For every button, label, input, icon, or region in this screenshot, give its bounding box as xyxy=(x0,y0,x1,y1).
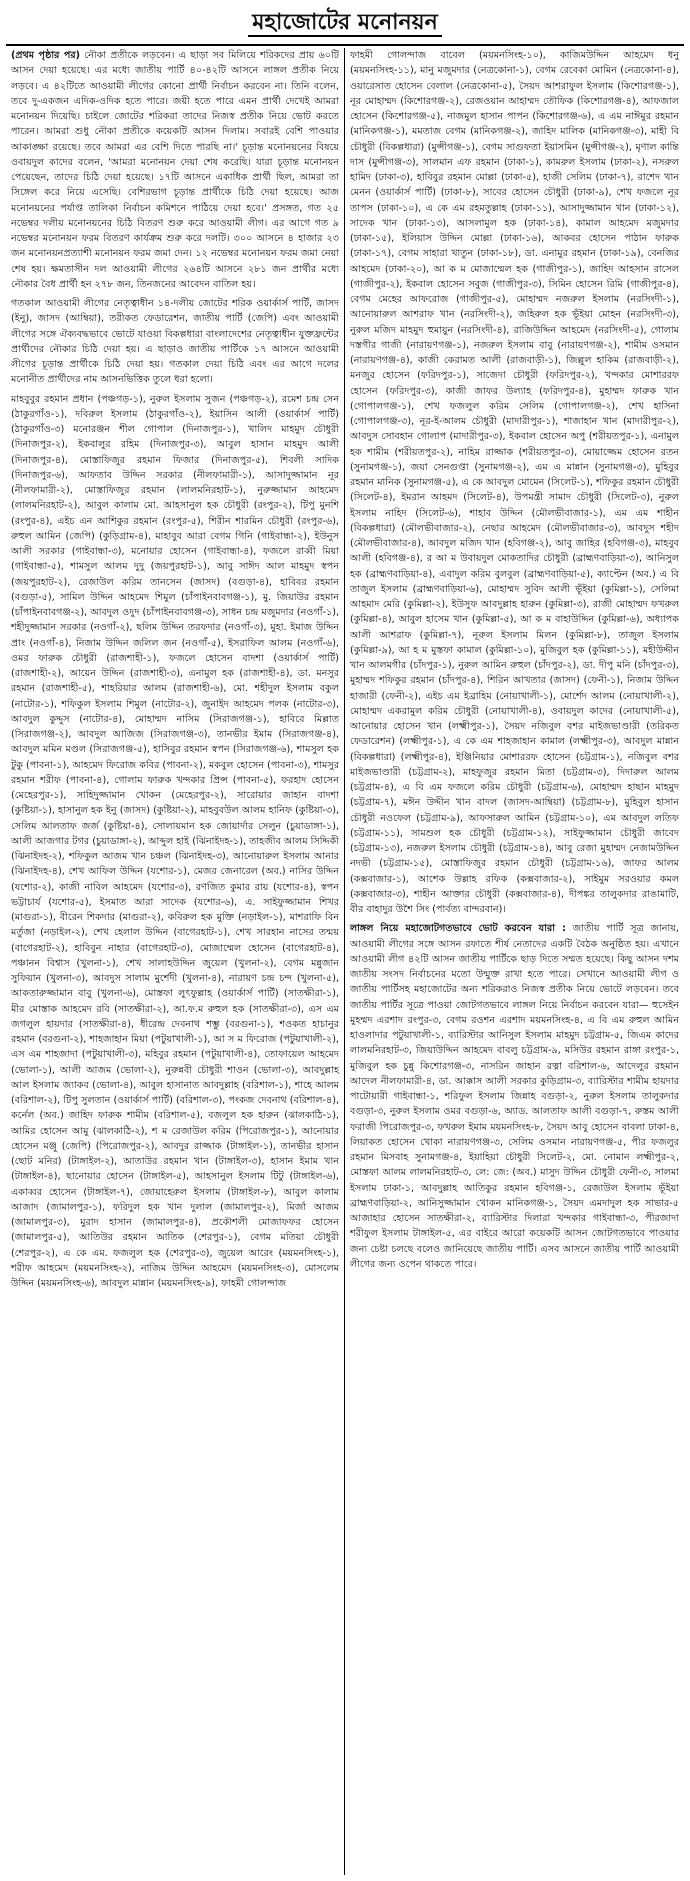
jatiya-party-text: জাতীয় পার্টি সূত্র জানায়, আওয়ামী লীগের সঙ্গে আসন রফাতে শীর্ষ নেতাদের একটি বৈঠক অনুষ্ঠিত হয়। এখানে আওয়ামী লীগ ৪২টি আসন জাতীয় পার্টিকে ছাড় দিতে সম্মত হয়েছে। কিছু আসন দশম জাতীয় সংসদ নির্বাচনের মতো উন্মুক্ত রাখা হতে পারে। সেখানে আওয়ামী লীগ ও জাতীয় পার্টিসহ মহাজোটের অন্য শরিকরাও নিজস্ব প্রতীক নিয়ে ভোটে লড়বেন। তবে জাতীয় পার্টির সূত্রে পাওয়া জোটগতভাবে লাঙ্গল নিয়ে নির্বাচন করবেন যারা— হুসেইন মুহম্মদ এরশাদ রংপুর-৩, বেগম রওশন এরশাদ ময়মনসিংহ-৪, এ বি এম রুহুল আমিন হাওলাদার পটুয়াখালী-১, ব্যারিস্টার আনিসুল ইসলাম মাহমুদ চট্টগ্রাম-৫, জিএম কাদের লালমনিরহাট-৩, জিয়াউদ্দিন আহমেদ বাবলু চট্টগ্রাম-৯, মসিউর রহমান রাঙ্গা রংপুর-১, মুজিবুল হক চুন্নু কিশোরগঞ্জ-৩, নাসরিন জাহান রত্না বরিশাল-৬, আদেলুর রহমান আদেল নীলফামারী-৪, ডা. আক্কাস আলী সরকার কুড়িগ্রাম-৩, ব্যারিস্টার শামীম হায়দার পাটোয়ারী গাইবান্ধা-১, শরিফুল ইসলাম জিন্নাহ বগুড়া-২, নুরুল ইসলাম তালুকদার বগুড়া-৩, নুরুল ইসলাম ওমর বগুড়া-৬, অ্যাড. আলতাফ আলী বগুড়া-৭, রুস্তম আলী ফরাজী পিরোজপুর-৩, ফখরুল ইমাম ময়মনসিংহ-৮, সৈয়দ আবু হোসেন বাবলা ঢাকা-৪, লিয়াকত হোসেন খোকা নারায়ণগঞ্জ-৩, সেলিম ওসমান নারায়ণগঞ্জ-৫, পীর ফজলুর রহমান মিসবাহ সুনামগঞ্জ-৪, ইয়াহিয়া চৌধুরী সিলেট-২, মো. নোমান লক্ষ্মীপুর-২, মোস্তফা আলম লালমনিরহাট-৩, লে: জে: (অব.) মাসুদ উদ্দিন চৌধুরী ফেনী-৩, সালমা ইসলাম ঢাকা-১, আবদুল্লাহ আতিকুর রহমান হবিগঞ্জ-১, রেজাউল ইসলাম ভূঁইয়া ব্রাহ্মণবাড়িয়া-২, আনিসুজ্জামান খোকন মানিকগঞ্জ-১, সৈয়দ এমদাদুল হক সাভার-৫ আজাহার হোসেন সাতক্ষীরা-২, ব্যারিস্টার দিলারা খন্দকার গাইবান্ধা-৩, পীরজাদা শরীফুল ইসলাম টাঙ্গাইল-৫, এর বাইরে আরো কয়েকটি আসন জোটগতভাবে পাওয়ার জন্য চেষ্টা চলছে বলেও জানিয়েছে জাতীয় পার্টি। এসব আসনে জাতীয় পার্টি আওয়ামী লীগের জন্য ওপেন থাকতে পারে। xyxy=(350,923,679,1270)
headline-rule xyxy=(6,44,684,46)
headline xyxy=(0,6,690,40)
article-columns xyxy=(6,48,684,1875)
headline-text: মহাজোটের মনোনয়ন xyxy=(248,10,441,37)
jatiya-party-paragraph xyxy=(350,921,679,1272)
subhead: লাঙ্গল নিয়ে মহাজোটগতভাবে ভোট করবেন যারা : xyxy=(350,923,566,935)
left-column xyxy=(6,48,345,1875)
intro-paragraph xyxy=(11,48,339,292)
candidate-list-right: ফাহমী গোলন্দাজ বাবেল (ময়মনসিংহ-১০), কাজিমউদ্দিন আহমেদ ধনু (ময়মনসিংহ-১১), মানু মজুমদার (নেত্রকোনা-১), বেগম রেবেকা মোমিন (নেত্রকোনা-৪), ওয়ারেসাত হোসেন বেলাল (নেত্রকোনা-৫), সৈয়দ আশরাফুল ইসলাম (কিশোরগঞ্জ-১), নূর মোহাম্মদ (কিশোরগঞ্জ-২), রেজওয়ান আহাম্মদ তৌফিক (কিশোরগঞ্জ-৪), আফজাল হোসেন (কিশোরগঞ্জ-৫), নাজমুল হাসান পাপন (কিশোরগঞ্জ-৬), এ এম নাঈমুর রহমান (মানিকগঞ্জ-১), মমতাজ বেগম (মানিকগঞ্জ-২), জাহিদ মালিক (মানিকগঞ্জ-৩), মাহী বি চৌধুরী (বিকল্পধারা) (মুন্সীগঞ্জ-১), বেগম সাগুফতা ইয়াসমিন (মুন্সীগঞ্জ-২), মৃণাল কান্তি দাস (মুন্সীগঞ্জ-৩), সালমান এফ রহমান (ঢাকা-১), কামরুল ইসলাম (ঢাকা-২), নসরুল হামিদ (ঢাকা-৩), হাবিবুর রহমান মোল্লা (ঢাকা-৫), হাজী সেলিম (ঢাকা-৭), রাশেদ খান মেনন (ওয়ার্কার্স পার্টি) (ঢাকা-৮), সাবের হোসেন চৌধুরী (ঢাকা-৯), শেখ ফজলে নূর তাপস (ঢাকা-১০), এ কে এম রহমতুল্লাহ (ঢাকা-১১), আসাদুজ্জামান খান (ঢাকা-১২), সাদেক খান (ঢাকা-১৩), আসলামুল হক (ঢাকা-১৪), কামাল আহমেদ মজুমদার (ঢাকা-১৫), ইলিয়াস উদ্দিন মোল্লা (ঢাকা-১৬), আকবর হোসেন পাঠান ফারুক (ঢাকা-১৭), বেগম সাহারা খাতুন (ঢাকা-১৮), ডা. এনামুর রহমান (ঢাকা-১৯), বেনজির আহমেদ (ঢাকা-২০), আ ক ম মোজাম্মেল হক (গাজীপুর-১), জাহিদ আহসান রাসেল (গাজীপুর-২), ইকবাল হোসেন সবুজ (গাজীপুর-৩), সিমিন হোসেন রিমি (গাজীপুর-৪), বেগম মেহের আফরোজ (গাজীপুর-৫), মোহাম্মদ নজরুল ইসলাম (নরসিংদী-১), আনোয়ারুল আশরাফ খান (নরসিংদী-২), জহিরুল হক ভূঁইয়া মোহন (নরসিংদী-৩), নুরুল মজিদ মাহমুদ হুমায়ুন (নরসিংদী-৪), রাজিউদ্দিন আহমেদ (নরসিংদী-৫), গোলাম দস্তগীর গাজী (নারায়ণগঞ্জ-১), নজরুল ইসলাম বাবু (নারায়ণগঞ্জ-২), শামীম ওসমান (নারায়ণগঞ্জ-৪), কাজী কেরামত আলী (রাজবাড়ী-১), জিল্লুল হাকিম (রাজবাড়ী-২), মনজুর হোসেন (ফরিদপুর-১), সাজেদা চৌধুরী (ফরিদপুর-২), খন্দকার মোশাররফ হোসেন (ফরিদপুর-৩), কাজী জাফর উল্যাহ (ফরিদপুর-৪), মুহাম্মদ ফারুক খান (গোপালগঞ্জ-১), শেখ ফজলুল করিম সেলিম (গোপালগঞ্জ-২), শেখ হাসিনা (গোপালগঞ্জ-৩), নূর-ই-আলম চৌধুরী (মাদারীপুর-১), শাজাহান খান (মাদারীপুর-২), আবদুস সোবহান গোলাপ (মাদারীপুর-৩), ইকবাল হোসেন অপু (শরীয়তপুর-১), এনামুল হক শামীম (শরীয়তপুর-২), নাহিম রাজ্জাক (শরীয়তপুর-৩), মোয়াজ্জেম হোসেন রতন (সুনামগঞ্জ-১), জয়া সেনগুপ্তা (সুনামগঞ্জ-২), এম এ মান্নান (সুনামগঞ্জ-৩), মুহিবুর রহমান মানিক (সুনামগঞ্জ-৫), এ কে আবদুল মোমেন (সিলেট-১), শফিকুর রহমান চৌধুরী (সিলেট-৪), ইমরান আহমদ (সিলেট-৪), উপমন্ত্রী সামাদ চৌধুরী (সিলেট-৩), নুরুল ইসলাম নাহিদ (সিলেট-৬), শাহাব উদ্দিন (মৌলভীবাজার-১), এম এম শাহীন (বিকল্পধারা) (মৌলভীবাজার-২), নেছার আহমেদ (মৌলভীবাজার-৩), আবদুস শহীদ (মৌলভীবাজার-৪), আবদুল মজিদ খান (হবিগঞ্জ-২), আবু জাহির (হবিগঞ্জ-৩), মাহবুব আলী (হবিগঞ্জ-৪), র আ ম উবায়দুল মোকতাদির চৌধুরী (ব্রাহ্মণবাড়িয়া-৩), আনিসুল হক (ব্রাহ্মণবাড়িয়া-৪), এবাদুল করিম বুলবুল (ব্রাহ্মণবাড়িয়া-৫), ক্যাপ্টেন (অব.) এ বি তাজুল ইসলাম (ব্রাহ্মণবাড়িয়া-৬), মোহাম্মদ সুবিদ আলী ভূঁইয়া (কুমিল্লা-১), সেলিমা আহমাদ মেরি (কুমিল্লা-২), ইউসুফ আবদুল্লাহ হারুন (কুমিল্লা-৩), রাজী মোহাম্মদ ফখরুল (কুমিল্লা-৪), আবুল হাসেম খান (কুমিল্লা-৫), আ ক ম বাহাউদ্দিন (কুমিল্লা-৬), অধ্যাপক আলী আশরাফ (কুমিল্লা-৭), নূরুল ইসলাম মিলন (কুমিল্লা-৮), তাজুল ইসলাম (কুমিল্লা-৯), আ হ ম মুস্তফা কামাল (কুমিল্লা-১০), মুজিবুল হক (কুমিল্লা-১১), মহীউদ্দীন খান আলমগীর (চাঁদপুর-১), নুরুল আমিন রুহুল (চাঁদপুর-২), ডা. দীপু মনি (চাঁদপুর-৩), মুহাম্মদ শফিকুর রহমান (চাঁদপুর-৪), শিরিন আখতার (জাসদ) (ফেনী-১), নিজাম উদ্দিন হাজারী (ফেনী-২), এইচ এম ইব্রাহিম (নোয়াখালী-১), মোর্শেদ আলম (নোয়াখালী-২), মোহাম্মদ একরামুল করিম চৌধুরী (নোয়াখালী-৪), ওবায়দুল কাদের (নোয়াখালী-৫), আনোয়ার হোসেন খান (লক্ষ্মীপুর-১), সৈয়দ নজিবুল বশর মাইজভাণ্ডারী (তরিকত ফেডারেশন) (লক্ষ্মীপুর-১), এ কে এম শাহজাহান কামাল (লক্ষ্মীপুর-৩), আবদুল মান্নান (বিকল্পধারা) (লক্ষ্মীপুর-৪), ইঞ্জিনিয়ার মোশাররফ হোসেন (চট্টগ্রাম-১), নজিবুল বশর মাইজভাণ্ডারী (চট্টগ্রাম-২), মাহফুজুর রহমান মিতা (চট্টগ্রাম-৩), দিদারুল আলম (চট্টগ্রাম-৪), এ বি এম ফজলে করিম চৌধুরী (চট্টগ্রাম-৬), মোহাম্মদ হাছান মাহমুদ (চট্টগ্রাম-৭), মঈন উদ্দীন খান বাদল (জাসদ-আম্বিয়া) (চট্টগ্রাম-৮), মুহিবুল হাসান চৌধুরী নওফেল (চট্টগ্রাম-৯), আফসারুল আমিন (চট্টগ্রাম-১০), এম আবদুল লতিফ (চট্টগ্রাম-১১), সামশুল হক চৌধুরী (চট্টগ্রাম-১২), সাইফুজ্জামান চৌধুরী জাবেদ (চট্টগ্রাম-১৩), নজরুল ইসলাম চৌধুরী (চট্টগ্রাম-১৪), আবু রেজা মুহাম্মদ নেজামউদ্দিন নদভী (চট্টগ্রাম-১৫), মোস্তাফিজুর রহমান চৌধুরী (চট্টগ্রাম-১৬), জাফর আলম (কক্সবাজার-১), আশেক উল্লাহ রফিক (কক্সবাজার-২), সাইমুম সরওয়ার কমল (কক্সবাজার-৩), শাহীন আক্তার চৌধুরী (কক্সবাজার-৪), দীপঙ্কর তালুকদার রাঙামাটি, বীর বাহাদুর উশৈ সিং (পার্বত্য বান্দরবান)। xyxy=(350,50,679,915)
intro-lead: (প্রথম পৃষ্ঠার পর) xyxy=(11,50,81,61)
intro-text: নৌকা প্রতীকে লড়বেন। এ ছাড়া সব মিলিয়ে শরিকদের প্রায় ৬০টি আসন দেয়া হয়েছে। এর মধ্যে জাতীয় পার্টি ৪০-৪২টি আসনে লাঙ্গল প্রতীক নিয়ে লড়বে। এ ৪২টিতে আওয়ামী লীগের কোনো প্রার্থী নির্বাচন করবেন না। তিনি বলেন, তবে দু-একজন এদিক-ওদিক হতে পারে। জয়ী হতে পারে এমন প্রার্থী দেখেই আমরা মনোনয়ন দিয়েছি। চাইলে জোটের শরিকরা তাদের নিজস্ব প্রতীক নিয়ে ভোট করতে পারেন। আমরা শুধু নৌকা প্রতীকে কয়েকটি আসন দিলাম। সবারই বেশি পাওয়ার আকাঙ্ক্ষা রয়েছে। তবে আমরা এর বেশি দিতে পারছি না।' চূড়ান্ত মনোনয়নের বিষয়ে ওবায়দুল কাদের বলেন, 'আমরা মনোনয়ন দেয়া শেষ করেছি। যারা চূড়ান্ত মনোনয়ন পেয়েছেন, তাদের চিঠি দেয়া হয়েছে। ১৭টি আসনে একাধিক প্রার্থী ছিল, আমরা তা সিঙ্গেল করে নিয়ে এসেছি। বেশিরভাগ চূড়ান্ত প্রার্থীকে চিঠি দেয়া হয়েছে। আজ মনোনয়নের পর্যাপ্ত তালিকা নির্বাচন কমিশনে পাঠিয়ে দেয়া হবে।' প্রসঙ্গত, গত ২৫ নভেম্বর দলীয় মনোনয়নের চিঠি বিতরণ শুরু করে আওয়ামী লীগ। এর আগে গত ৯ নভেম্বর মনোনয়ন ফরম বিতরণ কার্যক্রম শুরু করে দলটি। ৩০০ আসনে ৪ হাজার ২৩ জন মনোনয়নপ্রত্যাশী মনোনয়ন ফরম জমা দেন। ১২ নভেম্বর মনোনয়ন ফরম জমা নেয়া শেষ হয়। ক্ষমতাসীন দল আওয়ামী লীগের ২৬৪টি আসনে ২৮১ জন প্রার্থীর মধ্যে নৌকার বৈধ প্রার্থী হন ২৭৮ জন, তিনজনের আবেদন বাতিল হয়। xyxy=(11,50,340,290)
right-column xyxy=(345,48,684,1875)
second-paragraph: গতকাল আওয়ামী লীগের নেতৃত্বাধীন ১৪-দলীয় জোটের শরিক ওয়ার্কার্স পার্টি, জাসদ (ইনু), জাসদ (আম্বিয়া), তরীকত ফেডারেশন, জাতীয় পার্টি (জেপি) এবং আওয়ামী লীগের সঙ্গে ঐক্যবদ্ধভাবে ভোটে যাওয়া বিকল্পধারা বাংলাদেশের নেতৃত্বাধীন যুক্তফ্রন্টের প্রার্থীদের নৌকার চিঠি দেয়া হয়। এ ছাড়াও জাতীয় পার্টিকে ১৭ আসনে আওয়ামী লীগের চূড়ান্ত প্রার্থীকে চিঠি দেয়া হয়। গতকাল দেয়া চিঠি এবং এর আগে দলের মনোনীত প্রার্থীদের নাম আসনভিত্তিক তুলে ধরা হলো। xyxy=(11,298,339,386)
candidate-list-left: মাহবুবুর রহমান প্রধান (পঞ্চগড়-১), নুরুল ইসলাম সুজন (পঞ্চগড়-২), রমেশ চন্দ্র সেন (ঠাকুরগাঁও-১), দবিরুল ইসলাম (ঠাকুরগাঁও-২), ইয়াসিন আলী (ওয়ার্কার্স পার্টি) (ঠাকুরগাঁও-৩) মনোরঞ্জন শীল গোপাল (দিনাজপুর-১), খালিদ মাহমুদ চৌধুরী (দিনাজপুর-২), ইকবালুর রহিম (দিনাজপুর-৩), আবুল হাসান মাহমুদ আলী (দিনাজপুর-৪), মোস্তাফিজুর রহমান ফিজার (দিনাজপুর-৫), শিবলী সাদিক (দিনাজপুর-৬), আফতাব উদ্দিন সরকার (নীলফামারী-১), আসাদুজ্জামান নূর (নীলফামারী-২), মোস্তাফিজুর রহমান (লালমনিরহাট-১), নুরুজ্জামান আহমেদ (লালমনিরহাট-২), আবুল কালাম মো. আহসানুল হক চৌধুরী (রংপুর-২), টিপু মুনশি (রংপুর-৪), এইচ এন আশিকুর রহমান (রংপুর-৫), শিরীন শারমিন চৌধুরী (রংপুর-৬), রুহুল আমিন (জেপি) (কুড়িগ্রাম-৪), মাহাবুব আরা বেগম গিনি (গাইবান্ধা-২), ইউনুস আলী সরকার (গাইবান্ধা-৩), মনোয়ার হোসেন (গাইবান্ধা-৪), ফজলে রাব্বী মিয়া (গাইবান্ধা-৫), শামসুল আলম দুদু (জয়পুরহাট-১), আবু সাঈদ আল মাহমুদ স্বপন (জয়পুরহাট-২), রেজাউল করিম তানসেন (জাসদ) (বগুড়া-৪), হাবিবর রহমান (বগুড়া-৫), সামিল উদ্দিন আহমেদ শিমুল (চাঁপাইনবাবগঞ্জ-১), মু. জিয়াউর রহমান (চাঁপাইনবাবগঞ্জ-২), আবদুল ওদুদ (চাঁপাইনবাবগঞ্জ-৩), সাধন চন্দ্র মজুমদার (নওগাঁ-১), শহীদুজ্জামান সরকার (নওগাঁ-২), ছলিম উদ্দিন তরফদার (নওগাঁ-৩), মুহা. ইমাজ উদ্দিন প্রাং (নওগাঁ-৪), নিজাম উদ্দিন জলিল জন (নওগাঁ-৫), ইসরাফিল আলম (নওগাঁ-৬), ওমর ফারুক চৌধুরী (রাজশাহী-১), ফজলে হোসেন বাদশা (ওয়ার্কার্স পার্টি) (রাজশাহী-২), আয়েন উদ্দিন (রাজশাহী-৩), এনামুল হক (রাজশাহী-৪), ডা. মনসুর রহমান (রাজশাহী-৫), শাহরিয়ার আলম (রাজশাহী-৬), মো. শহীদুল ইসলাম বকুল (নাটোর-১), শফিকুল ইসলাম শিমুল (নাটোর-২), জুনাইদ আহমেদ পলক (নাটোর-৩), আবদুল কুদ্দুস (নাটোর-৪), মোহাম্মদ নাসিম (সিরাজগঞ্জ-১), হাবিবে মিল্লাত (সিরাজগঞ্জ-২), আবদুল আজিজ (সিরাজগঞ্জ-৩), তানভীর ইমাম (সিরাজগঞ্জ-৪), আবদুল মমিন মণ্ডল (সিরাজগঞ্জ-৫), হাসিবুর রহমান স্বপন (সিরাজগঞ্জ-৬), শামসুল হক টুকু (পাবনা-১), আহমেদ ফিরোজ কবির (পাবনা-২), মকবুল হোসেন (পাবনা-৩), শামসুর রহমান শরীফ (পাবনা-৪), গোলাম ফারুক খন্দকার প্রিন্স (পাবনা-৫), ফরহাদ হোসেন (মেহেরপুর-১), সাহিদুজ্জামান খোকন (মেহেরপুর-২), সারোয়ার জাহান বাদশা (কুষ্টিয়া-১), হাসানুল হক ইনু (জাসদ) (কুষ্টিয়া-২), মাহবুবউল আলম হানিফ (কুষ্টিয়া-৩), সেলিম আলতাফ জর্জ (কুষ্টিয়া-৪), সোলায়মান হক জোয়ার্দার সেলুন (চুয়াডাঙ্গা-১), আলী আজগার টগর (চুয়াডাঙ্গা-২), আব্দুল হাই (ঝিনাইদহ-১), তাহজীব আলম সিদ্দিকী (ঝিনাইদহ-২), শফিকুল আজম খান চঞ্চল (ঝিনাইদহ-৩), আনোয়ারুল ইসলাম আনার (ঝিনাইদহ-৪), শেখ আফিল উদ্দিন (যশোর-১), মেজর জেনারেল (অব.) নাসির উদ্দিন (যশোর-২), কাজী নাবিল আহমেদ (যশোর-৩), রণজিত কুমার রায় (যশোর-৪), স্বপন ভট্টাচার্য (যশোর-৫), ইসমাত আরা সাদেক (যশোর-৬), এ. সাইফুজ্জামান শিখর (মাগুরা-১), বীরেন শিকদার (মাগুরা-২), কবিরুল হক মুক্তি (নড়াইল-১), মাশরাফি বিন মর্তুজা (নড়াইল-২), শেখ হেলাল উদ্দিন (বাগেরহাট-১), শেখ সারহান নাসের তন্ময় (বাগেরহাট-২), হাবিবুন নাহার (বাগেরহাট-৩), মোজাম্মেল হোসেন (বাগেরহাট-৪), পঞ্চানন বিশ্বাস (খুলনা-১), শেখ সালাহউদ্দিন জুয়েল (খুলনা-২), বেগম মন্নুজান সুফিয়ান (খুলনা-৩), আবদুস সালাম মুর্শেদী (খুলনা-৪), নারায়ণ চন্দ্র চন্দ (খুলনা-৫), আকতারুজ্জামান বাবু (খুলনা-৬), মোস্তফা লুৎফুল্লাহ (ওয়ার্কার্স পার্টি) (সাতক্ষীরা-১), মীর মোস্তাক আহমেদ রবি (সাতক্ষীরা-২), আ.ফ.ম রুহুল হক (সাতক্ষীরা-৩), এস এম জগলুল হায়দার (সাতক্ষীরা-৪), ধীরেন্দ্র দেবনাথ শম্ভু (বরগুনা-১), শওকত হাচানুর রহমান (বরগুনা-২), শাহজাহান মিয়া (পটুয়াখালী-১), আ স ম ফিরোজ (পটুয়াখালী-২), এস এম শাহজাদা (পটুয়াখালী-৩), মহিবুর রহমান (পটুয়াখালী-৪), তোফায়েল আহমেদ (ভোলা-১), আলী আজম (ভোলা-২), নুরুন্নবী চৌধুরী শাওন (ভোলা-৩), আবদুল্লাহ আল ইসলাম জ্যাকব (ভোলা-৪), আবুল হাসানাত আবদুল্লাহ (বরিশাল-১), শাহে আলম (বরিশাল-২), টিপু সুলতান (ওয়ার্কার্স পার্টি) (বরিশাল-৩), পংকজ দেবনাথ (বরিশাল-৪), কর্নেল (অব.) জাহিদ ফারুক শামীম (বরিশাল-৫), বজলুল হক হারুন (ঝালকাঠি-১), আমির হোসেন আমু (ঝালকাঠি-২), শ ম রেজাউল করিম (পিরোজপুর-১), আনোয়ার হোসেন মঞ্জু (জেপি) (পিরোজপুর-২), আবদুর রাজ্জাক (টাঙ্গাইল-১), তানভীর হাসান (ছোট মনির) (টাঙ্গাইল-২), আতাউর রহমান খান (টাঙ্গাইল-৩), হাসান ইমাম খান (টাঙ্গাইল-৪), ছানোয়ার হোসেন (টাঙ্গাইল-৫), আহসানুল ইসলাম টিটু (টাঙ্গাইল-৬), একাব্বর হোসেন (টাঙ্গাইল-৭), জোয়াহেরুল ইসলাম (টাঙ্গাইল-৮), আবুল কালাম আজাদ (জামালপুর-১), ফরিদুল হক খান দুলাল (জামালপুর-২), মির্জা আজম (জামালপুর-৩), মুরাদ হাসান (জামালপুর-৪), প্রকৌশলী মোজাফফর হোসেন (জামালপুর-৫), আতিউর রহমান আতিক (শেরপুর-১), বেগম মতিয়া চৌধুরী (শেরপুর-২), এ কে এম. ফজলুল হক (শেরপুর-৩), জুয়েল আরেং (ময়মনসিংহ-১), শরীফ আহমেদ (ময়মনসিংহ-২), নাজিম উদ্দিন আহমেদ (ময়মনসিংহ-৩), মোসলেম উদ্দিন (ময়মনসিংহ-৬), আবদুল মান্নান (ময়মনসিংহ-৯), ফাহমী গোলন্দাজ xyxy=(11,393,339,1289)
